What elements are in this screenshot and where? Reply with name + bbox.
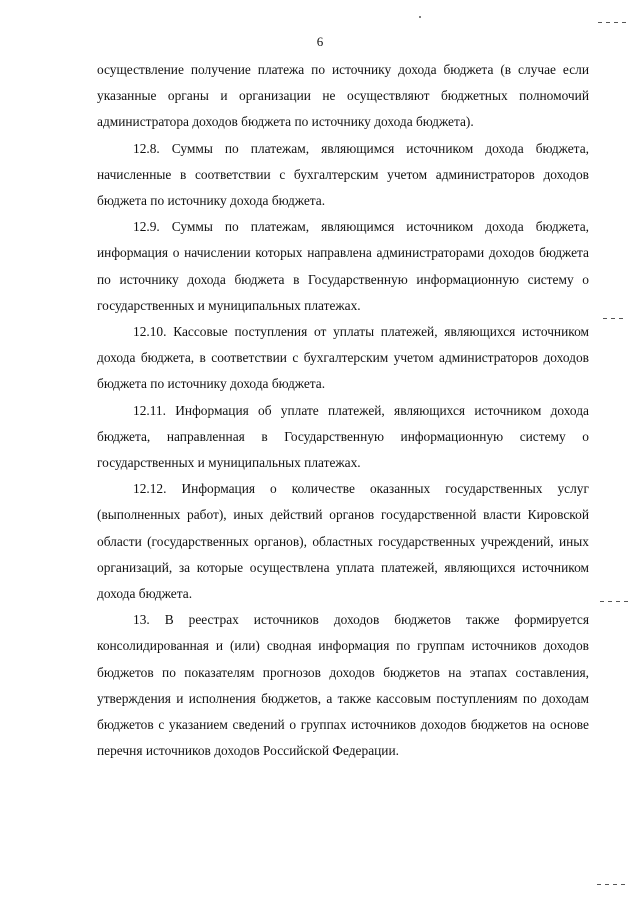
paragraph-12-12: 12.12. Информация о количестве оказанных государственных услуг (выполненных работ), иных действий органов государственной власти Кировской области (государственных органов), областных государственных учреждений, иных организаций, за которые осуществлена уплата платежей, являющихся источником дохода бюджета. xyxy=(97,481,589,602)
scan-mark-right-2 xyxy=(600,601,630,602)
paragraph-12-8: 12.8. Суммы по платежам, являющимся источником дохода бюджета, начисленные в соответствии с бухгалтерским учетом администраторов доходов бюджета по источнику дохода бюджета. xyxy=(97,140,589,209)
scan-mark-top-right xyxy=(598,22,626,23)
paragraph-12-11: 12.11. Информация об уплате платежей, являющихся источником дохода бюджета, направленная в Государственную информационную систему о государственных и муниципальных платежах. xyxy=(97,402,589,471)
document-body xyxy=(97,57,589,764)
scan-dot-top xyxy=(419,16,421,18)
scan-mark-bottom-right xyxy=(597,884,625,885)
scan-mark-right-1 xyxy=(603,318,625,319)
paragraph-12-9: 12.9. Суммы по платежам, являющимся источником дохода бюджета, информация о начислении которых направлена администраторами доходов бюджета по источнику дохода бюджета в Государственную информационную систему о государственных и муниципальных платежах. xyxy=(97,219,589,313)
paragraph-13: 13. В реестрах источников доходов бюджетов также формируется консолидированная и (или) сводная информация по группам источников доходов бюджетов по показателям прогнозов доходов бюджетов на этапах составления, утверждения и исполнения бюджетов, а также кассовым поступлениям по доходам бюджетов с указанием сведений о группах источников доходов бюджетов на основе перечня источников доходов Российской Федерации. xyxy=(97,612,589,759)
paragraph-12-10: 12.10. Кассовые поступления от уплаты платежей, являющихся источником дохода бюджета, в соответствии с бухгалтерским учетом администраторов доходов бюджета по источнику дохода бюджета. xyxy=(97,324,589,392)
paragraph-continuation: осуществление получение платежа по источнику дохода бюджета (в случае если указанные органы и организации не осуществляют бюджетных полномочий администратора доходов бюджета по источнику дохода бюджета). xyxy=(97,62,589,130)
page-number: 6 xyxy=(316,34,324,49)
